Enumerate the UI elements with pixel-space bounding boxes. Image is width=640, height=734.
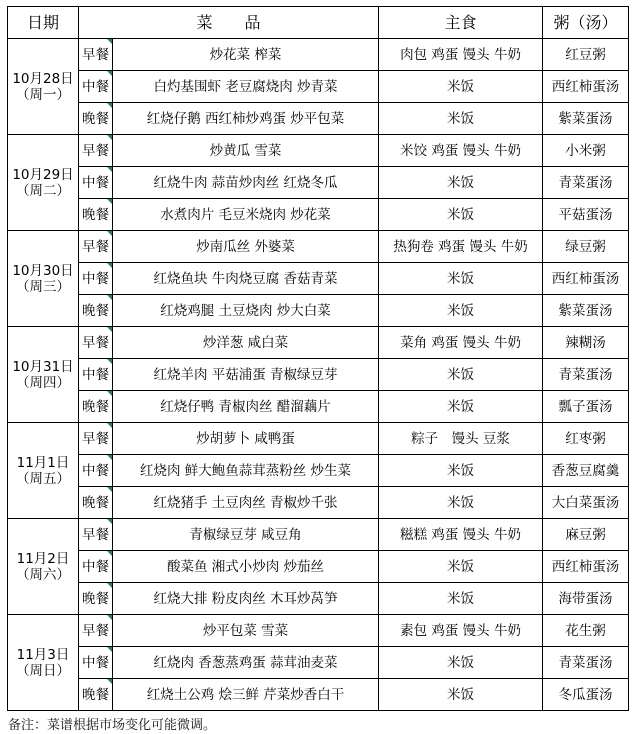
table-row	[8, 519, 629, 551]
soup-cell: 青菜蛋汤	[543, 167, 629, 199]
meal-cell: 晚餐	[79, 199, 113, 231]
soup-cell: 西红柿蛋汤	[543, 71, 629, 103]
staple-cell: 米饭	[379, 167, 543, 199]
table-row	[8, 231, 629, 263]
staple-cell: 米饭	[379, 487, 543, 519]
table-row	[8, 551, 629, 583]
weekly-menu-table	[7, 6, 629, 711]
staple-cell: 肉包 鸡蛋 馒头 牛奶	[379, 39, 543, 71]
staple-cell: 素包 鸡蛋 馒头 牛奶	[379, 615, 543, 647]
meal-cell: 早餐	[79, 39, 113, 71]
staple-cell: 米饭	[379, 391, 543, 423]
soup-cell: 西红柿蛋汤	[543, 551, 629, 583]
meal-cell: 中餐	[79, 455, 113, 487]
weekday-label: （周日）	[16, 662, 70, 679]
header-soup: 粥（汤）	[543, 7, 629, 39]
date-label: 10月29日	[12, 166, 74, 183]
soup-cell: 大白菜蛋汤	[543, 487, 629, 519]
soup-cell: 青菜蛋汤	[543, 647, 629, 679]
dishes-cell: 水煮肉片 毛豆米烧肉 炒花菜	[113, 199, 379, 231]
dishes-cell: 白灼基围虾 老豆腐烧肉 炒青菜	[113, 71, 379, 103]
soup-cell: 绿豆粥	[543, 231, 629, 263]
date-cell	[8, 39, 79, 135]
table-row	[8, 391, 629, 423]
table-row	[8, 647, 629, 679]
soup-cell: 辣糊汤	[543, 327, 629, 359]
soup-cell: 紫菜蛋汤	[543, 295, 629, 327]
meal-cell: 中餐	[79, 359, 113, 391]
table-row	[8, 103, 629, 135]
dishes-cell: 红烧土公鸡 烩三鲜 芹菜炒香白干	[113, 679, 379, 711]
meal-cell: 早餐	[79, 231, 113, 263]
weekday-label: （周三）	[16, 278, 70, 295]
table-row	[8, 423, 629, 455]
meal-cell: 晚餐	[79, 103, 113, 135]
soup-cell: 冬瓜蛋汤	[543, 679, 629, 711]
date-cell	[8, 135, 79, 231]
staple-cell: 米饭	[379, 647, 543, 679]
table-header-row	[8, 7, 629, 39]
footnote: 备注：菜谱根据市场变化可能微调。	[8, 718, 217, 733]
dishes-cell: 炒黄瓜 雪菜	[113, 135, 379, 167]
table-row	[8, 295, 629, 327]
table-row	[8, 487, 629, 519]
dishes-cell: 青椒绿豆芽 咸豆角	[113, 519, 379, 551]
date-label: 10月30日	[12, 262, 74, 279]
dishes-cell: 炒胡萝卜 咸鸭蛋	[113, 423, 379, 455]
staple-cell: 米饭	[379, 71, 543, 103]
header-staple: 主食	[379, 7, 543, 39]
staple-cell: 菜角 鸡蛋 馒头 牛奶	[379, 327, 543, 359]
soup-cell: 瓢子蛋汤	[543, 391, 629, 423]
staple-cell: 米饭	[379, 103, 543, 135]
meal-cell: 早餐	[79, 327, 113, 359]
soup-cell: 红豆粥	[543, 39, 629, 71]
weekday-label: （周六）	[16, 566, 70, 583]
table-row	[8, 39, 629, 71]
meal-cell: 晚餐	[79, 583, 113, 615]
table-row	[8, 71, 629, 103]
meal-cell: 早餐	[79, 519, 113, 551]
meal-cell: 中餐	[79, 167, 113, 199]
soup-cell: 海带蛋汤	[543, 583, 629, 615]
staple-cell: 米饭	[379, 455, 543, 487]
soup-cell: 香葱豆腐羹	[543, 455, 629, 487]
menu-body	[8, 39, 629, 711]
staple-cell: 米饭	[379, 551, 543, 583]
soup-cell: 平菇蛋汤	[543, 199, 629, 231]
staple-cell: 米饭	[379, 295, 543, 327]
meal-cell: 早餐	[79, 615, 113, 647]
header-dishes: 菜 品	[79, 7, 379, 39]
date-cell	[8, 231, 79, 327]
date-label: 10月28日	[12, 70, 74, 87]
soup-cell: 花生粥	[543, 615, 629, 647]
staple-cell: 米饺 鸡蛋 馒头 牛奶	[379, 135, 543, 167]
staple-cell: 米饭	[379, 199, 543, 231]
weekday-label: （周二）	[16, 182, 70, 199]
meal-cell: 晚餐	[79, 391, 113, 423]
meal-cell: 中餐	[79, 71, 113, 103]
table-row	[8, 167, 629, 199]
soup-cell: 小米粥	[543, 135, 629, 167]
staple-cell: 粽子 馒头 豆浆	[379, 423, 543, 455]
meal-cell: 早餐	[79, 423, 113, 455]
soup-cell: 西红柿蛋汤	[543, 263, 629, 295]
date-label: 10月31日	[12, 358, 74, 375]
staple-cell: 米饭	[379, 359, 543, 391]
dishes-cell: 红烧仔鸭 青椒肉丝 醋溜藕片	[113, 391, 379, 423]
date-label: 11月2日	[16, 550, 70, 567]
dishes-cell: 红烧鸡腿 土豆烧肉 炒大白菜	[113, 295, 379, 327]
table-row	[8, 455, 629, 487]
soup-cell: 紫菜蛋汤	[543, 103, 629, 135]
staple-cell: 糍糕 鸡蛋 馒头 牛奶	[379, 519, 543, 551]
soup-cell: 青菜蛋汤	[543, 359, 629, 391]
date-label: 11月3日	[16, 646, 70, 663]
dishes-cell: 红烧牛肉 蒜苗炒肉丝 红烧冬瓜	[113, 167, 379, 199]
soup-cell: 麻豆粥	[543, 519, 629, 551]
table-row	[8, 583, 629, 615]
meal-cell: 中餐	[79, 551, 113, 583]
dishes-cell: 炒平包菜 雪菜	[113, 615, 379, 647]
meal-cell: 晚餐	[79, 487, 113, 519]
dishes-cell: 红烧肉 香葱蒸鸡蛋 蒜茸油麦菜	[113, 647, 379, 679]
table-row	[8, 199, 629, 231]
weekday-label: （周四）	[16, 374, 70, 391]
weekday-label: （周五）	[16, 470, 70, 487]
date-cell	[8, 327, 79, 423]
date-cell	[8, 423, 79, 519]
table-row	[8, 359, 629, 391]
meal-cell: 中餐	[79, 647, 113, 679]
meal-cell: 早餐	[79, 135, 113, 167]
dishes-cell: 炒花菜 榨菜	[113, 39, 379, 71]
header-date: 日期	[8, 7, 79, 39]
table-row	[8, 263, 629, 295]
soup-cell: 红枣粥	[543, 423, 629, 455]
dishes-cell: 炒南瓜丝 外婆菜	[113, 231, 379, 263]
staple-cell: 热狗卷 鸡蛋 馒头 牛奶	[379, 231, 543, 263]
dishes-cell: 红烧仔鹅 西红柿炒鸡蛋 炒平包菜	[113, 103, 379, 135]
dishes-cell: 红烧猪手 土豆肉丝 青椒炒千张	[113, 487, 379, 519]
dishes-cell: 红烧大排 粉皮肉丝 木耳炒莴笋	[113, 583, 379, 615]
dishes-cell: 红烧肉 鲜大鲍鱼蒜茸蒸粉丝 炒生菜	[113, 455, 379, 487]
meal-cell: 晚餐	[79, 295, 113, 327]
weekday-label: （周一）	[16, 86, 70, 103]
table-row	[8, 327, 629, 359]
date-label: 11月1日	[16, 454, 70, 471]
staple-cell: 米饭	[379, 679, 543, 711]
staple-cell: 米饭	[379, 583, 543, 615]
dishes-cell: 红烧鱼块 牛肉烧豆腐 香菇青菜	[113, 263, 379, 295]
meal-cell: 晚餐	[79, 679, 113, 711]
date-cell	[8, 519, 79, 615]
dishes-cell: 红烧羊肉 平菇浦蛋 青椒绿豆芽	[113, 359, 379, 391]
date-cell	[8, 615, 79, 711]
meal-cell: 中餐	[79, 263, 113, 295]
dishes-cell: 炒洋葱 咸白菜	[113, 327, 379, 359]
dishes-cell: 酸菜鱼 湘式小炒肉 炒茄丝	[113, 551, 379, 583]
table-row	[8, 615, 629, 647]
table-row	[8, 679, 629, 711]
staple-cell: 米饭	[379, 263, 543, 295]
table-row	[8, 135, 629, 167]
